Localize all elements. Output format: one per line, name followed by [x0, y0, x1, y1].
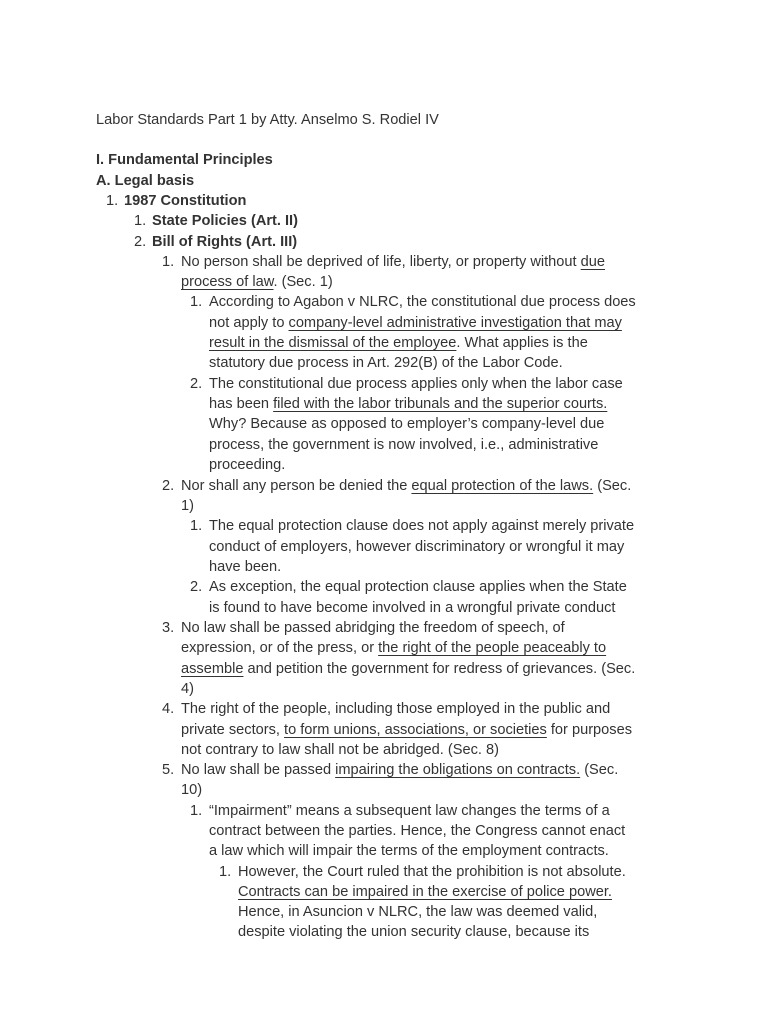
list-item-bill-of-rights: Bill of Rights (Art. III) — [152, 234, 298, 250]
underlined-text: to form unions, associations, or societies — [284, 722, 547, 738]
underlined-text: due — [580, 254, 605, 270]
list-item-text: “Impairment” means a subsequent law changes the terms of a — [209, 803, 610, 819]
list-number: 5. — [162, 762, 175, 778]
list-number: 2. — [134, 234, 147, 250]
list-item-text: expression, or of the press, or the right of the people peaceably to — [181, 640, 607, 656]
list-item-text: As exception, the equal protection clause applies when the State — [209, 579, 627, 595]
list-number: 1. — [219, 864, 232, 880]
list-item-text: Hence, in Asuncion v NLRC, the law was deemed valid, — [238, 904, 598, 920]
list-number: 1. — [190, 518, 203, 534]
list-item-text: is found to have become involved in a wrongful private conduct — [209, 600, 616, 616]
list-item-text: not contrary to law shall not be abridged. (Sec. 8) — [181, 742, 499, 758]
list-item-text: The equal protection clause does not apply against merely private — [209, 518, 635, 534]
list-item-text: 10) — [181, 782, 203, 798]
list-item-text: proceeding. — [209, 457, 286, 473]
underlined-text: company-level administrative investigation that may — [288, 315, 622, 331]
list-item-text: 1) — [181, 498, 194, 514]
list-number: 1. — [106, 193, 119, 209]
list-item-text: 4) — [181, 681, 194, 697]
underlined-text: process of law — [181, 274, 274, 290]
list-number: 2. — [190, 579, 203, 595]
list-item-text: No law shall be passed abridging the freedom of speech, of — [181, 620, 565, 636]
list-number: 3. — [162, 620, 175, 636]
list-item-text: Why? Because as opposed to employer’s company-level due — [209, 416, 605, 432]
list-item-text: No person shall be deprived of life, liberty, or property without due — [181, 254, 605, 270]
underlined-text: result in the dismissal of the employee — [209, 335, 457, 351]
list-item-constitution: 1987 Constitution — [124, 193, 247, 209]
list-item-text: have been. — [209, 559, 282, 575]
list-item-text: not apply to company-level administrative investigation that may — [209, 315, 622, 331]
list-item-text: has been filed with the labor tribunals and the superior courts. — [209, 396, 608, 412]
list-item-text — [238, 882, 612, 902]
list-item-text: despite violating the union security clause, because its — [238, 924, 590, 940]
underlined-text: the right of the people peaceably to — [378, 640, 607, 656]
list-item-text: conduct of employers, however discriminatory or wrongful it may — [209, 539, 625, 555]
list-number: 2. — [190, 376, 203, 392]
list-item-text: The right of the people, including those employed in the public and — [181, 701, 611, 717]
list-item-text: a law which will impair the terms of the employment contracts. — [209, 843, 609, 859]
underlined-text: impairing the obligations on contracts. — [335, 762, 581, 778]
list-item-text: process, the government is now involved, i.e., administrative — [209, 437, 599, 453]
subsection-heading: A. Legal basis — [96, 173, 195, 189]
list-item-text: No law shall be passed impairing the obligations on contracts. (Sec. — [181, 762, 619, 778]
list-item-text: contract between the parties. Hence, the Congress cannot enact — [209, 823, 626, 839]
list-number: 1. — [162, 254, 175, 270]
list-item-text: However, the Court ruled that the prohibition is not absolute. — [238, 864, 626, 880]
list-item-text: result in the dismissal of the employee. What applies is the — [209, 335, 588, 351]
list-item-text: Nor shall any person be denied the equal protection of the laws. (Sec. — [181, 478, 632, 494]
list-number: 1. — [134, 213, 147, 229]
document-title: Labor Standards Part 1 by Atty. Anselmo S. Rodiel IV — [96, 112, 439, 128]
underlined-text: Contracts can be impaired in the exercise of police power. — [238, 884, 612, 900]
list-item-text: statutory due process in Art. 292(B) of the Labor Code. — [209, 355, 563, 371]
underlined-text: assemble — [181, 661, 244, 677]
list-item-text: According to Agabon v NLRC, the constitutional due process does — [209, 294, 636, 310]
list-number: 1. — [190, 294, 203, 310]
list-item-text: process of law. (Sec. 1) — [181, 274, 333, 290]
list-number: 1. — [190, 803, 203, 819]
list-number: 4. — [162, 701, 175, 717]
list-item-text: The constitutional due process applies only when the labor case — [209, 376, 623, 392]
list-number: 2. — [162, 478, 175, 494]
section-heading: I. Fundamental Principles — [96, 152, 273, 168]
list-item-text: assemble and petition the government for redress of grievances. (Sec. — [181, 661, 636, 677]
list-item-text: private sectors, to form unions, associations, or societies for purposes — [181, 722, 633, 738]
underlined-text: equal protection of the laws. — [411, 478, 594, 494]
underlined-text: filed with the labor tribunals and the superior courts. — [273, 396, 608, 412]
list-item-state-policies: State Policies (Art. II) — [152, 213, 298, 229]
